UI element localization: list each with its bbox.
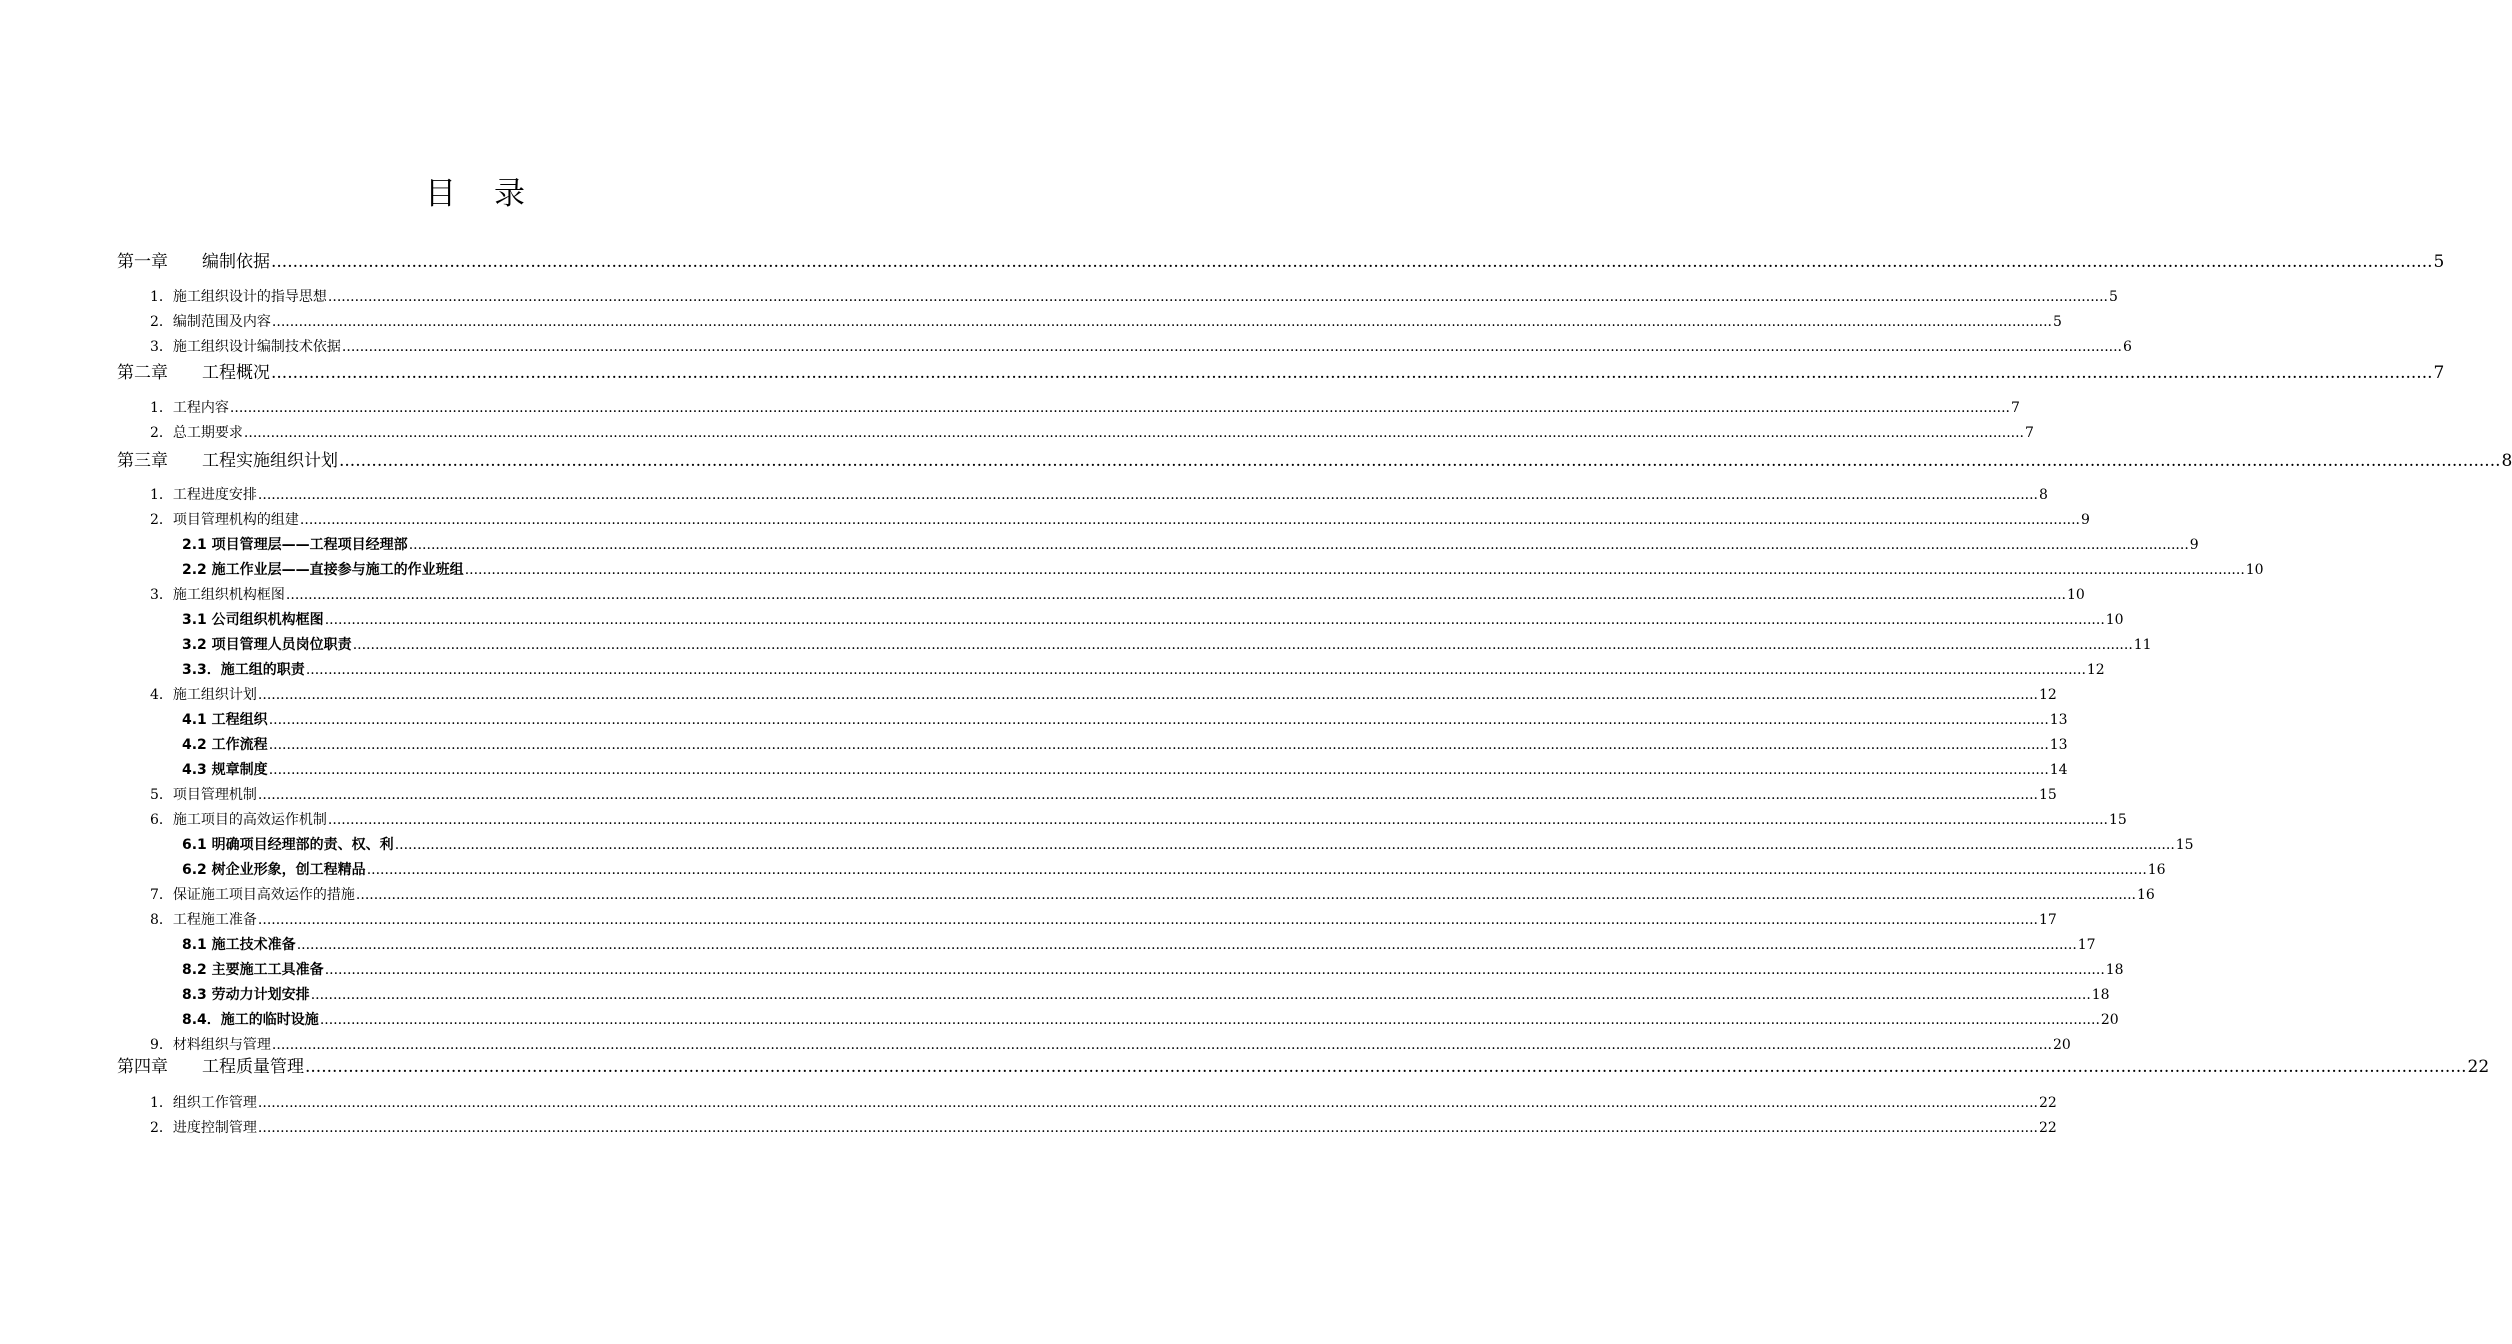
dot-leader: ................................................................................................................................................................................................................................................................................................................................................................................................................ [243,425,2024,441]
page-number: 17 [2039,912,2057,928]
toc-chapter-entry[interactable] [117,449,2512,473]
page-number: 7 [2025,425,2034,441]
toc-entry-label: 9．材料组织与管理 [150,1037,271,1053]
toc-subsection-entry[interactable] [117,985,2110,1005]
page-number: 12 [2039,687,2057,703]
page-number: 17 [2077,937,2096,953]
toc-subsection-entry[interactable] [117,860,2166,880]
toc-section-entry[interactable] [117,685,2057,705]
toc-entry-label: 2.1 项目管理层——工程项目经理部 [182,537,408,553]
page-number: 6 [2123,339,2132,355]
toc-subsection-entry[interactable] [117,735,2068,755]
page-number: 10 [2105,612,2124,628]
dot-leader: ................................................................................................................................................................................................................................................................................................................................................................................................................ [394,837,2175,853]
page-number: 22 [2039,1095,2057,1111]
toc-entry-label: 3．施工组织设计编制技术依据 [150,339,341,355]
toc-entry-label: 3．施工组织机构框图 [150,587,285,603]
chapter-title: 编制依据 [202,252,270,272]
toc-section-entry[interactable] [117,885,2155,905]
chapter-title: 工程实施组织计划 [202,451,338,471]
page-number: 15 [2109,812,2127,828]
page-number: 7 [2433,363,2445,383]
toc-subsection-entry[interactable] [117,835,2194,855]
toc-entry-label: 2．编制范围及内容 [150,314,271,330]
toc-section-entry[interactable] [117,398,2020,418]
dot-leader: ................................................................................................................................................................................................................................................................................................................................................................................................................ [285,587,2066,603]
page-number: 16 [2137,887,2155,903]
dot-leader: ................................................................................................................................................................................................................................................................................................................................................................................................................ [355,887,2136,903]
page-number: 22 [2039,1120,2057,1136]
page-title [0,168,950,213]
dot-leader: ................................................................................................................................................................................................................................................................................................................................................................................................................ [229,400,2010,416]
dot-leader: ................................................................................................................................................................................................................................................................................................................................................................................................................ [257,687,2038,703]
dot-leader: ................................................................................................................................................................................................................................................................................................................................................................................................................ [257,487,2038,503]
dot-leader: ................................................................................................................................................................................................................................................................................................................................................................................................................ [319,1012,2100,1028]
toc-section-entry[interactable] [117,585,2085,605]
toc-entry-label [117,1055,304,1079]
chapter-number: 第一章 [117,252,168,272]
page-number: 18 [2105,962,2124,978]
page-number: 10 [2245,562,2264,578]
toc-subsection-entry[interactable] [117,960,2124,980]
toc-section-entry[interactable] [117,910,2057,930]
dot-leader: ................................................................................................................................................................................................................................................................................................................................................................................................................ [352,637,2133,653]
toc-section-entry[interactable] [117,423,2034,443]
toc-entry-label: 2．项目管理机构的组建 [150,512,299,528]
page-number: 8 [2501,451,2512,471]
toc-entry-label: 1．组织工作管理 [150,1095,257,1111]
dot-leader: ................................................................................................................................................................................................................................................................................................................................................................................................................ [366,862,2147,878]
page-number: 9 [2189,537,2199,553]
page-number: 22 [2467,1057,2490,1077]
toc-entry-label: 8.3 劳动力计划安排 [182,987,310,1003]
toc-entry-label: 4.2 工作流程 [182,737,268,753]
toc-entry-label: 8.2 主要施工工具准备 [182,962,324,978]
toc-subsection-entry[interactable] [117,1010,2119,1030]
toc-section-entry[interactable] [117,287,2118,307]
dot-leader: ................................................................................................................................................................................................................................................................................................................................................................................................................ [299,512,2080,528]
page-number: 5 [2109,289,2118,305]
dot-leader: ................................................................................................................................................................................................................................................................................................................................................................................................................ [271,1037,2052,1053]
chapter-title: 工程质量管理 [202,1057,304,1077]
toc-entry-label: 4．施工组织计划 [150,687,257,703]
dot-leader: ................................................................................................................................................................................................................................................................................................................................................................................................................ [268,762,2049,778]
dot-leader: ................................................................................................................................................................................................................................................................................................................................................................................................................ [341,339,2122,355]
chapter-number: 第三章 [117,451,168,471]
toc-section-entry[interactable] [117,1093,2057,1113]
page-number: 7 [2011,400,2020,416]
page-number: 20 [2053,1037,2071,1053]
page-number: 20 [2100,1012,2119,1028]
page-number: 13 [2049,712,2068,728]
page-number: 18 [2091,987,2110,1003]
toc-entry-label: 4.3 规章制度 [182,762,268,778]
toc-section-entry[interactable] [117,337,2132,357]
toc-entry-label: 2.2 施工作业层——直接参与施工的作业班组 [182,562,464,578]
dot-leader: ................................................................................................................................................................................................................................................................................................................................................................................................................ [257,1120,2038,1136]
dot-leader: ................................................................................................................................................................................................................................................................................................................................................................................................................ [310,987,2091,1003]
toc-section-entry[interactable] [117,785,2057,805]
dot-leader: ................................................................................................................................................................................................................................................................................................................................................................................................................ [268,737,2049,753]
toc-section-entry[interactable] [117,1118,2057,1138]
toc-subsection-entry[interactable] [117,935,2096,955]
page-number: 12 [2086,662,2105,678]
toc-subsection-entry[interactable] [117,660,2105,680]
title-char-1: 目 [425,176,456,212]
toc-subsection-entry[interactable] [117,610,2124,630]
toc-entry-label: 3.2 项目管理人员岗位职责 [182,637,352,653]
toc-section-entry[interactable] [117,485,2048,505]
toc-entry-label: 6.2 树企业形象，创工程精品 [182,862,366,878]
dot-leader: ................................................................................................................................................................................................................................................................................................................................................................................................................ [257,787,2038,803]
toc-section-entry[interactable] [117,1035,2071,1055]
dot-leader: ................................................................................................................................................................................................................................................................................................................................................................................................................ [305,662,2086,678]
toc-entry-label: 8.1 施工技术准备 [182,937,296,953]
dot-leader: ................................................................................................................................................................................................................................................................................................................................................................................................................ [327,289,2108,305]
dot-leader: ................................................................................................................................................................................................................................................................................................................................................................................................................ [324,612,2105,628]
toc-entry-label: 6.1 明确项目经理部的责、权、利 [182,837,394,853]
toc-subsection-entry[interactable] [117,760,2068,780]
page-number: 14 [2049,762,2068,778]
page-number: 5 [2433,252,2445,272]
dot-leader: ................................................................................................................................................................................................................................................................................................................................................................................................................ [257,912,2038,928]
dot-leader: ................................................................................................................................................................................................................................................................................................................................................................................................................ [257,1095,2038,1111]
dot-leader: ................................................................................................................................................................................................................................................................................................................................................................................................................ [339,451,2501,471]
dot-leader: ................................................................................................................................................................................................................................................................................................................................................................................................................ [268,712,2049,728]
toc-entry-label: 4.1 工程组织 [182,712,268,728]
page-number: 8 [2039,487,2048,503]
toc-section-entry[interactable] [117,510,2090,530]
dot-leader: ................................................................................................................................................................................................................................................................................................................................................................................................................ [464,562,2245,578]
toc-section-entry[interactable] [117,810,2127,830]
chapter-title: 工程概况 [202,363,270,383]
toc-entry-label: 1．工程进度安排 [150,487,257,503]
toc-chapter-entry[interactable] [117,1055,2490,1079]
toc-chapter-entry[interactable] [117,250,2445,274]
toc-subsection-entry[interactable] [117,535,2199,555]
page-number: 13 [2049,737,2068,753]
dot-leader: ................................................................................................................................................................................................................................................................................................................................................................................................................ [305,1057,2467,1077]
page-number: 5 [2053,314,2062,330]
toc-entry-label: 8.4．施工的临时设施 [182,1012,319,1028]
page-number: 11 [2133,637,2152,653]
toc-entry-label: 2．进度控制管理 [150,1120,257,1136]
dot-leader: ................................................................................................................................................................................................................................................................................................................................................................................................................ [271,314,2052,330]
chapter-number: 第四章 [117,1057,168,1077]
toc-entry-label [117,449,338,473]
dot-leader: ................................................................................................................................................................................................................................................................................................................................................................................................................ [324,962,2105,978]
title-char-2: 录 [494,176,525,212]
toc-entry-label: 8．工程施工准备 [150,912,257,928]
page-number: 15 [2039,787,2057,803]
toc-entry-label [117,250,270,274]
page-number: 16 [2147,862,2166,878]
toc-subsection-entry[interactable] [117,710,2068,730]
dot-leader: ................................................................................................................................................................................................................................................................................................................................................................................................................ [271,363,2433,383]
toc-entry-label: 1．施工组织设计的指导思想 [150,289,327,305]
dot-leader: ................................................................................................................................................................................................................................................................................................................................................................................................................ [296,937,2077,953]
toc-entry-label [117,361,270,385]
toc-entry-label: 1．工程内容 [150,400,229,416]
dot-leader: ................................................................................................................................................................................................................................................................................................................................................................................................................ [271,252,2433,272]
toc-entry-label: 5．项目管理机制 [150,787,257,803]
toc-entry-label: 7．保证施工项目高效运作的措施 [150,887,355,903]
dot-leader: ................................................................................................................................................................................................................................................................................................................................................................................................................ [327,812,2108,828]
toc-entry-label: 3.1 公司组织机构框图 [182,612,324,628]
page-number: 9 [2081,512,2090,528]
page-number: 15 [2175,837,2194,853]
chapter-number: 第二章 [117,363,168,383]
page-number: 10 [2067,587,2085,603]
toc-entry-label: 6．施工项目的高效运作机制 [150,812,327,828]
toc-subsection-entry[interactable] [117,560,2264,580]
toc-entry-label: 2．总工期要求 [150,425,243,441]
toc-subsection-entry[interactable] [117,635,2152,655]
toc-entry-label: 3.3．施工组的职责 [182,662,305,678]
dot-leader: ................................................................................................................................................................................................................................................................................................................................................................................................................ [408,537,2189,553]
toc-section-entry[interactable] [117,312,2062,332]
toc-chapter-entry[interactable] [117,361,2445,385]
